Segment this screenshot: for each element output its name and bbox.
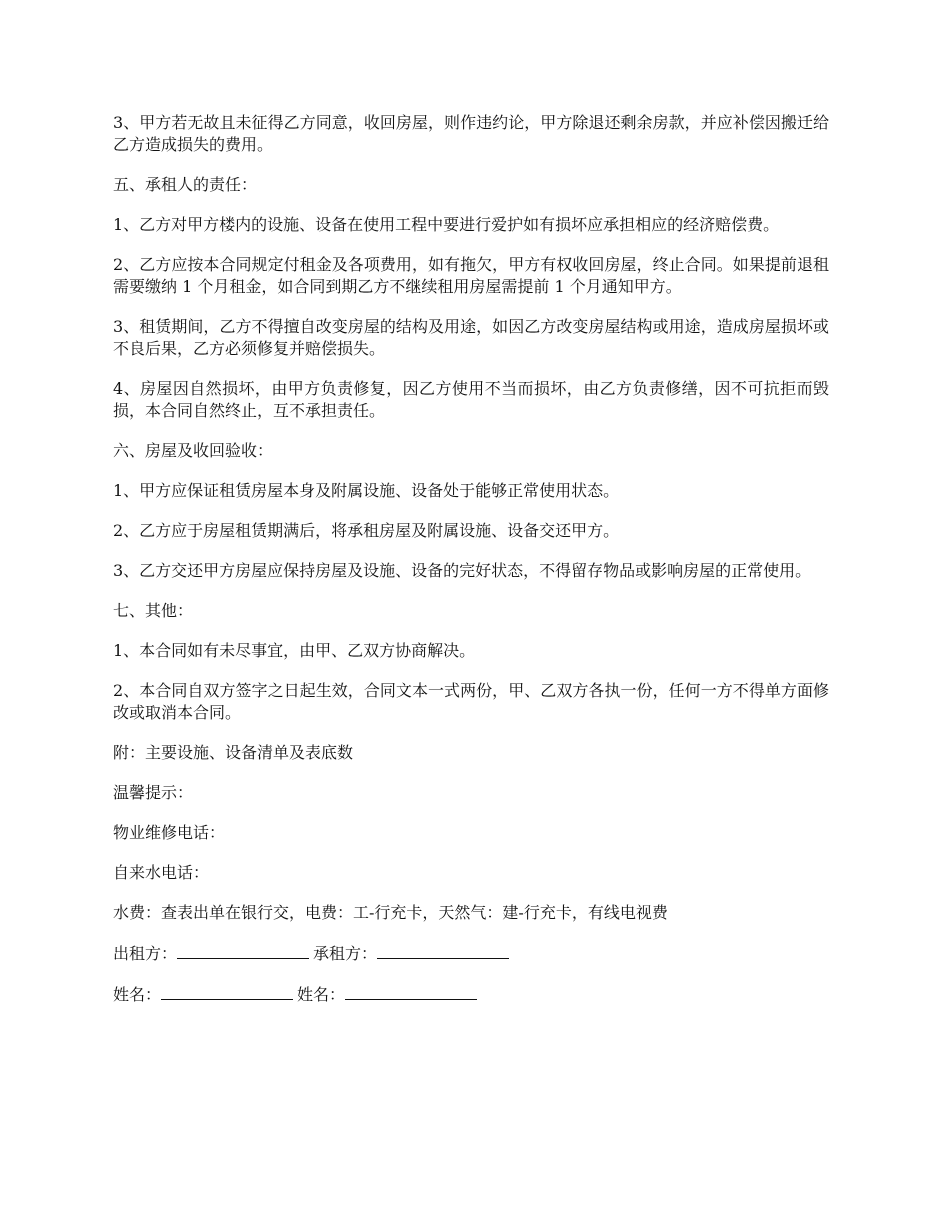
section-heading-other: 七、其他： (113, 601, 194, 620)
utility-payment-note: 水费：查表出单在银行交，电费：工-行充卡，天然气：建-行充卡，有线电视费 (113, 903, 668, 922)
lessee-name-blank[interactable] (345, 983, 477, 1000)
section-heading-inspection: 六、房屋及收回验收： (113, 441, 274, 460)
document-page (113, 112, 829, 1024)
repair-phone-line: 物业维修电话： (113, 823, 226, 842)
lessor-name-blank[interactable] (161, 983, 293, 1000)
tips-heading: 温馨提示： (113, 783, 194, 802)
section-heading-tenant-duties: 五、承租人的责任： (113, 175, 258, 194)
clause-other-2: 2、本合同自双方签字之日起生效，合同文本一式两份，甲、乙双方各执一份，任何一方不得单方面修改或取消本合同。 (113, 681, 829, 722)
clause-inspection-1: 1、甲方应保证租赁房屋本身及附属设施、设备处于能够正常使用状态。 (113, 481, 620, 500)
clause-tenant-1: 1、乙方对甲方楼内的设施、设备在使用工程中要进行爱护如有损坏应承担相应的经济赔偿费。 (113, 215, 780, 234)
water-phone-line: 自来水电话： (113, 863, 210, 882)
clause-inspection-3: 3、乙方交还甲方房屋应保持房屋及设施、设备的完好状态，不得留存物品或影响房屋的正常使用。 (113, 561, 812, 580)
signature-row-parties (113, 942, 829, 965)
name-label-lessee: 姓名： (297, 985, 346, 1004)
signature-row-names (113, 983, 829, 1006)
lessee-label: 承租方： (313, 944, 378, 963)
clause-tenant-3: 3、租赁期间，乙方不得擅自改变房屋的结构及用途，如因乙方改变房屋结构或用途，造成房屋损坏或不良后果，乙方必须修复并赔偿损失。 (113, 317, 829, 358)
lessor-signature-blank[interactable] (177, 942, 309, 959)
clause-tenant-2: 2、乙方应按本合同规定付租金及各项费用，如有拖欠，甲方有权收回房屋，终止合同。如果提前退租需要缴纳 1 个月租金，如合同到期乙方不继续租用房屋需提前 1 个月通知甲方。 (113, 255, 829, 296)
name-label-lessor: 姓名： (113, 985, 162, 1004)
clause-other-1: 1、本合同如有未尽事宜，由甲、乙双方协商解决。 (113, 641, 476, 660)
clause-3-termination: 3、甲方若无故且未征得乙方同意，收回房屋，则作违约论，甲方除退还剩余房款，并应补偿因搬迁给乙方造成损失的费用。 (113, 113, 829, 154)
clause-inspection-2: 2、乙方应于房屋租赁期满后，将承租房屋及附属设施、设备交还甲方。 (113, 521, 620, 540)
attachment-note: 附：主要设施、设备清单及表底数 (113, 743, 354, 762)
clause-tenant-4: 4、房屋因自然损坏，由甲方负责修复，因乙方使用不当而损坏，由乙方负责修缮，因不可抗拒而毁损，本合同自然终止，互不承担责任。 (113, 379, 829, 420)
lessee-signature-blank[interactable] (377, 942, 509, 959)
lessor-label: 出租方： (113, 944, 178, 963)
